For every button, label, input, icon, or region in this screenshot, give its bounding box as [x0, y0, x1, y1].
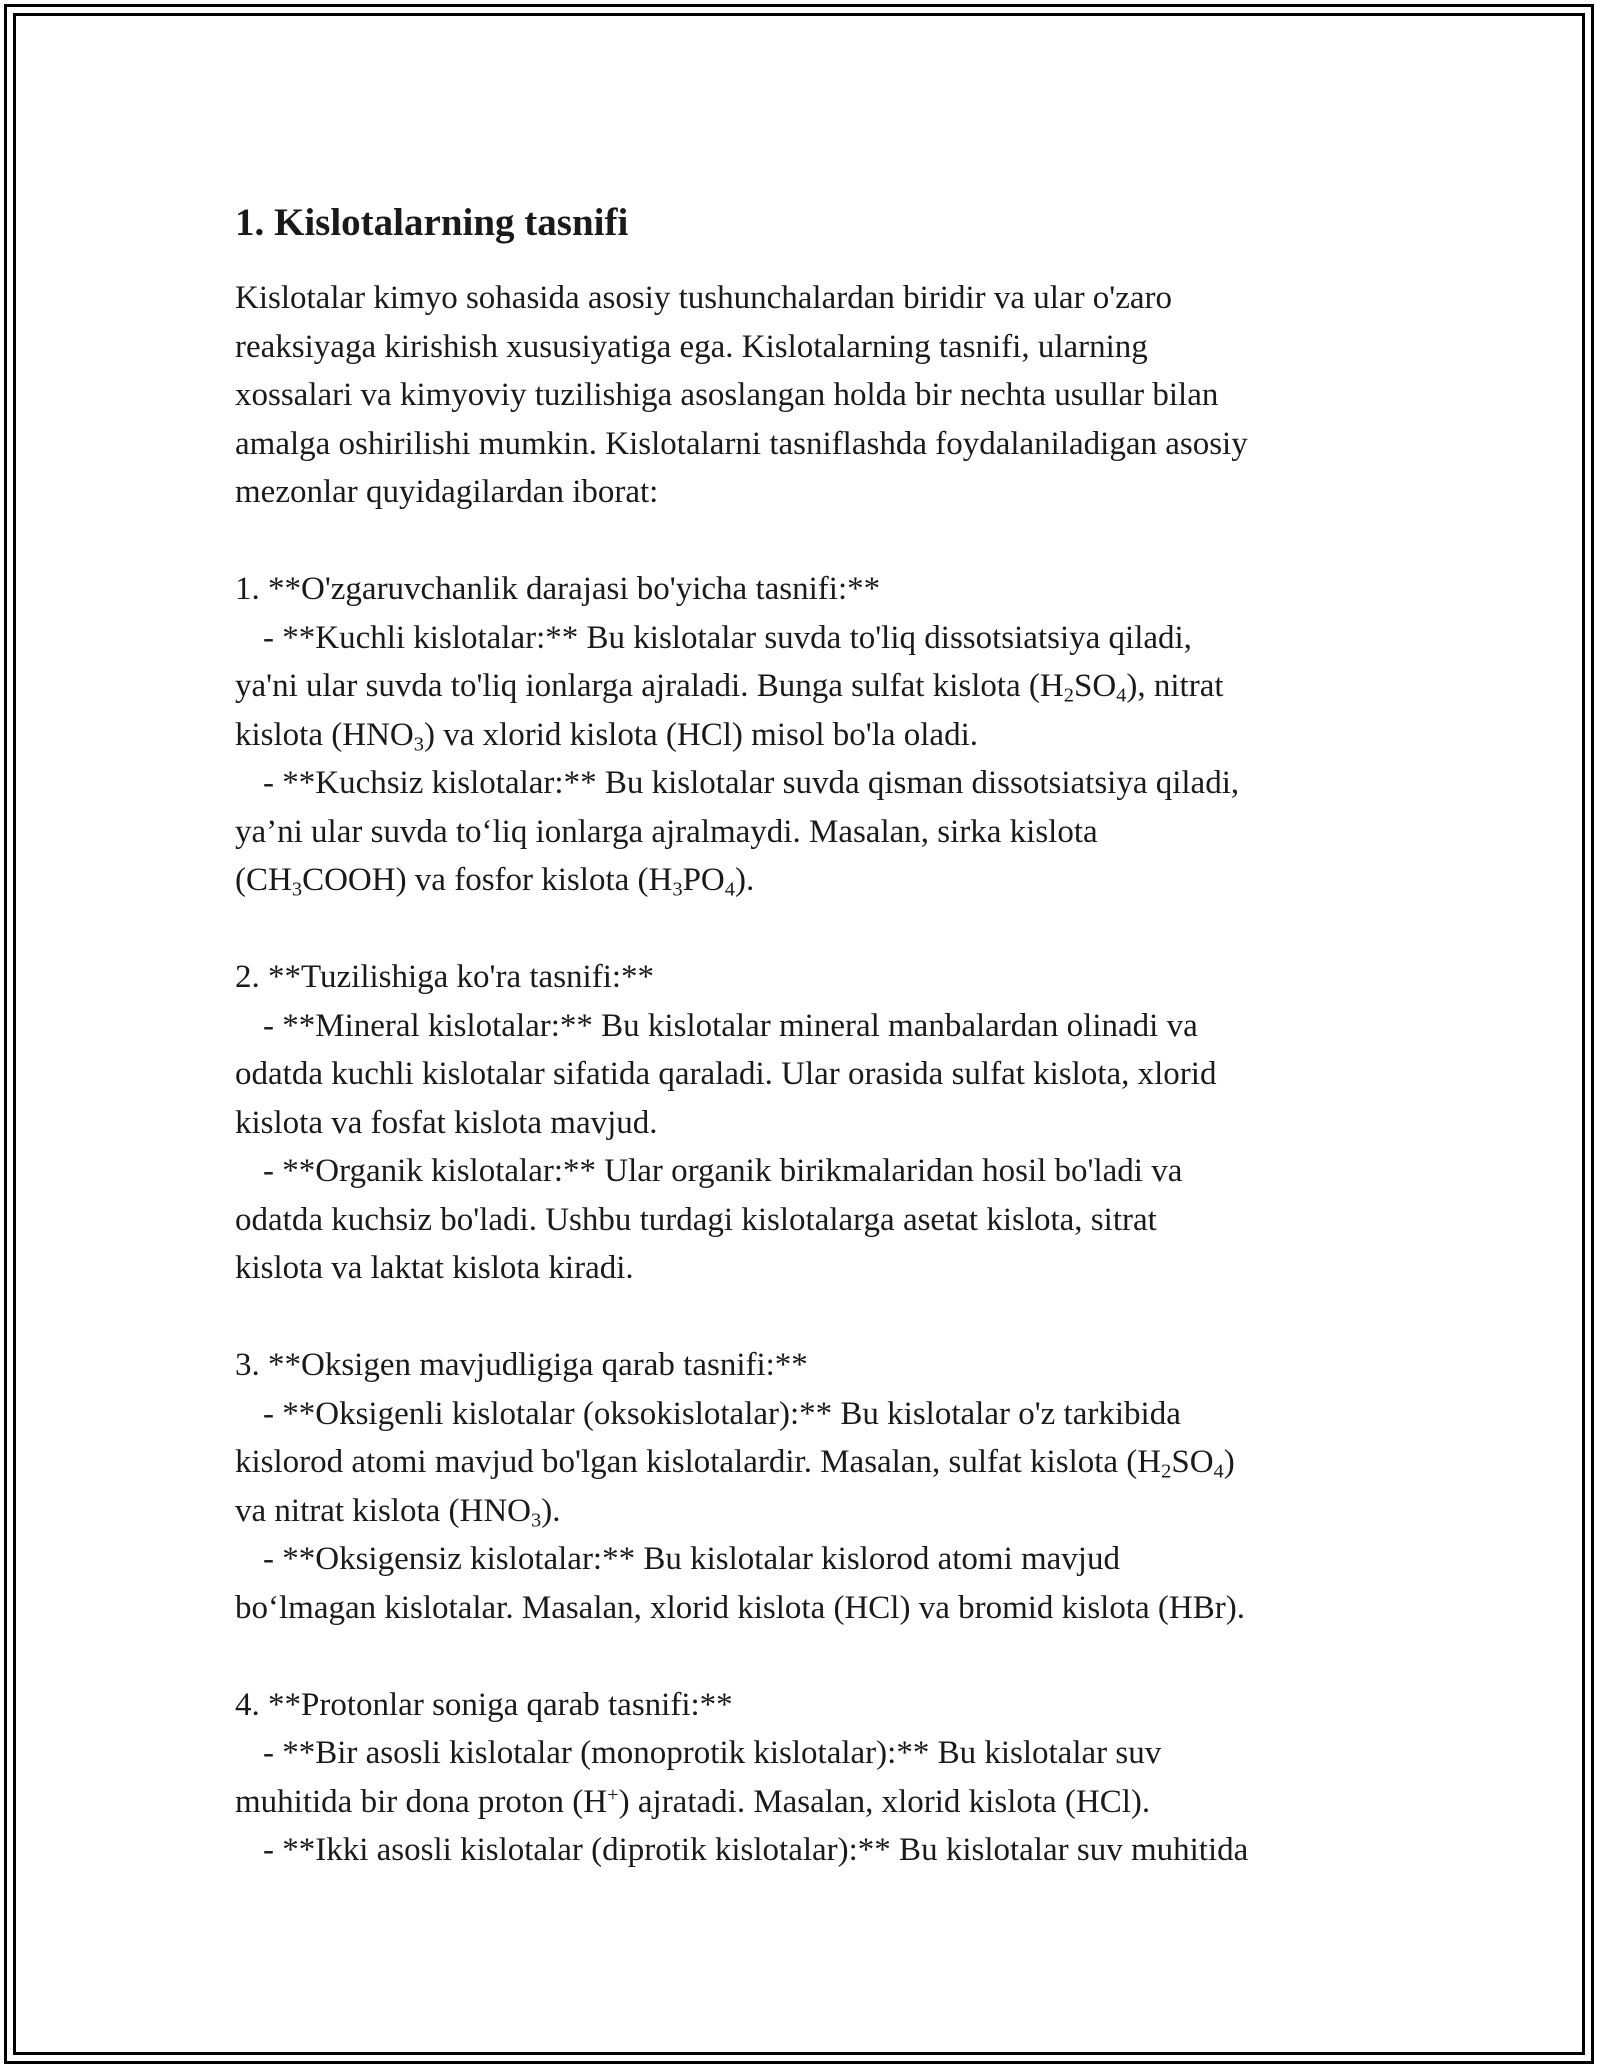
- section-1-line: ya’ni ular suvda to‘liq ionlarga ajralmaydi. Masalan, sirka kislota: [235, 813, 1098, 850]
- intro-line: reaksiyaga kirishish xususiyatiga ega. Kislotalarning tasnifi, ularning: [235, 328, 1148, 365]
- section-1-line: ya'ni ular suvda to'liq ionlarga ajraladi. Bunga sulfat kislota $(H_2SO_4)$, nitrat: [235, 668, 1224, 707]
- intro-line: amalga oshirilishi mumkin. Kislotalarni tasniflashda foydalaniladigan asosiy: [235, 425, 1248, 462]
- paragraph-gap: [235, 1632, 1385, 1681]
- section-3-line: - **Oksigensiz kislotalar:** Bu kislotalar kislorod atomi mavjud: [263, 1541, 1120, 1577]
- section-4-line: muhitida bir dona proton (H+) ajratadi. Masalan, xlorid kislota (HCl).: [235, 1783, 1151, 1820]
- section-1-line: kislota $(HNO_3)$ va xlorid kislota (HCl) misol bo'la oladi.: [235, 716, 978, 756]
- section-2-heading: 2. **Tuzilishiga ko'ra tasnifi:**: [235, 959, 655, 995]
- section-2-line: - **Mineral kislotalar:** Bu kislotalar mineral manbalardan olinadi va: [263, 1007, 1198, 1044]
- intro-line: Kislotalar kimyo sohasida asosiy tushunchalardan biridir va ular o'zaro: [235, 280, 1173, 316]
- section-2-line: kislota va fosfat kislota mavjud.: [235, 1104, 658, 1141]
- section-1-line: - **Kuchsiz kislotalar:** Bu kislotalar suvda qisman dissotsiatsiya qiladi,: [263, 765, 1240, 801]
- paragraph-gap: [235, 517, 1385, 566]
- section-4-line: - **Ikki asosli kislotalar (diprotik kislotalar):** Bu kislotalar suv muhitida: [263, 1832, 1249, 1868]
- section-3-line: - **Oksigenli kislotalar (oksokislotalar):** Bu kislotalar o'z tarkibida: [263, 1395, 1181, 1432]
- intro-line: mezonlar quyidagilardan iborat:: [235, 474, 659, 510]
- section-1-line: - **Kuchli kislotalar:** Bu kislotalar suvda to'liq dissotsiatsiya qiladi,: [263, 619, 1192, 656]
- section-3-line: va nitrat kislota $(HNO_3)$.: [235, 1492, 561, 1532]
- section-4-line: - **Bir asosli kislotalar (monoprotik kislotalar):** Bu kislotalar suv: [263, 1735, 1162, 1771]
- paragraph-gap: [235, 905, 1385, 954]
- section-1-line: $(CH_3COOH)$ va fosfor kislota $(H_3PO_4)$.: [235, 862, 755, 901]
- section-2-line: odatda kuchsiz bo'ladi. Ushbu turdagi kislotalarga asetat kislota, sitrat: [235, 1201, 1157, 1238]
- page-title: 1. Kislotalarning tasnifi: [235, 201, 629, 244]
- section-1-heading: 1. **O'zgaruvchanlik darajasi bo'yicha tasnifi:**: [235, 571, 881, 607]
- document-body: [235, 180, 1385, 1875]
- section-3-line: kislorod atomi mavjud bo'lgan kislotalardir. Masalan, sulfat kislota $(H_2SO_4)$: [235, 1444, 1235, 1483]
- intro-line: xossalari va kimyoviy tuzilishiga asoslangan holda bir nechta usullar bilan: [235, 377, 1219, 413]
- section-4-heading: 4. **Protonlar soniga qarab tasnifi:**: [235, 1686, 733, 1723]
- paragraph-gap: [235, 1293, 1385, 1342]
- document-text: [235, 274, 1385, 1875]
- section-3-line: bo‘lmagan kislotalar. Masalan, xlorid kislota (HCl) va bromid kislota (HBr).: [235, 1589, 1245, 1626]
- section-2-line: kislota va laktat kislota kiradi.: [235, 1250, 634, 1286]
- section-3-heading: 3. **Oksigen mavjudligiga qarab tasnifi:**: [235, 1347, 808, 1383]
- section-2-line: odatda kuchli kislotalar sifatida qaraladi. Ular orasida sulfat kislota, xlorid: [235, 1056, 1217, 1092]
- section-2-line: - **Organik kislotalar:** Ular organik birikmalaridan hosil bo'ladi va: [263, 1153, 1183, 1189]
